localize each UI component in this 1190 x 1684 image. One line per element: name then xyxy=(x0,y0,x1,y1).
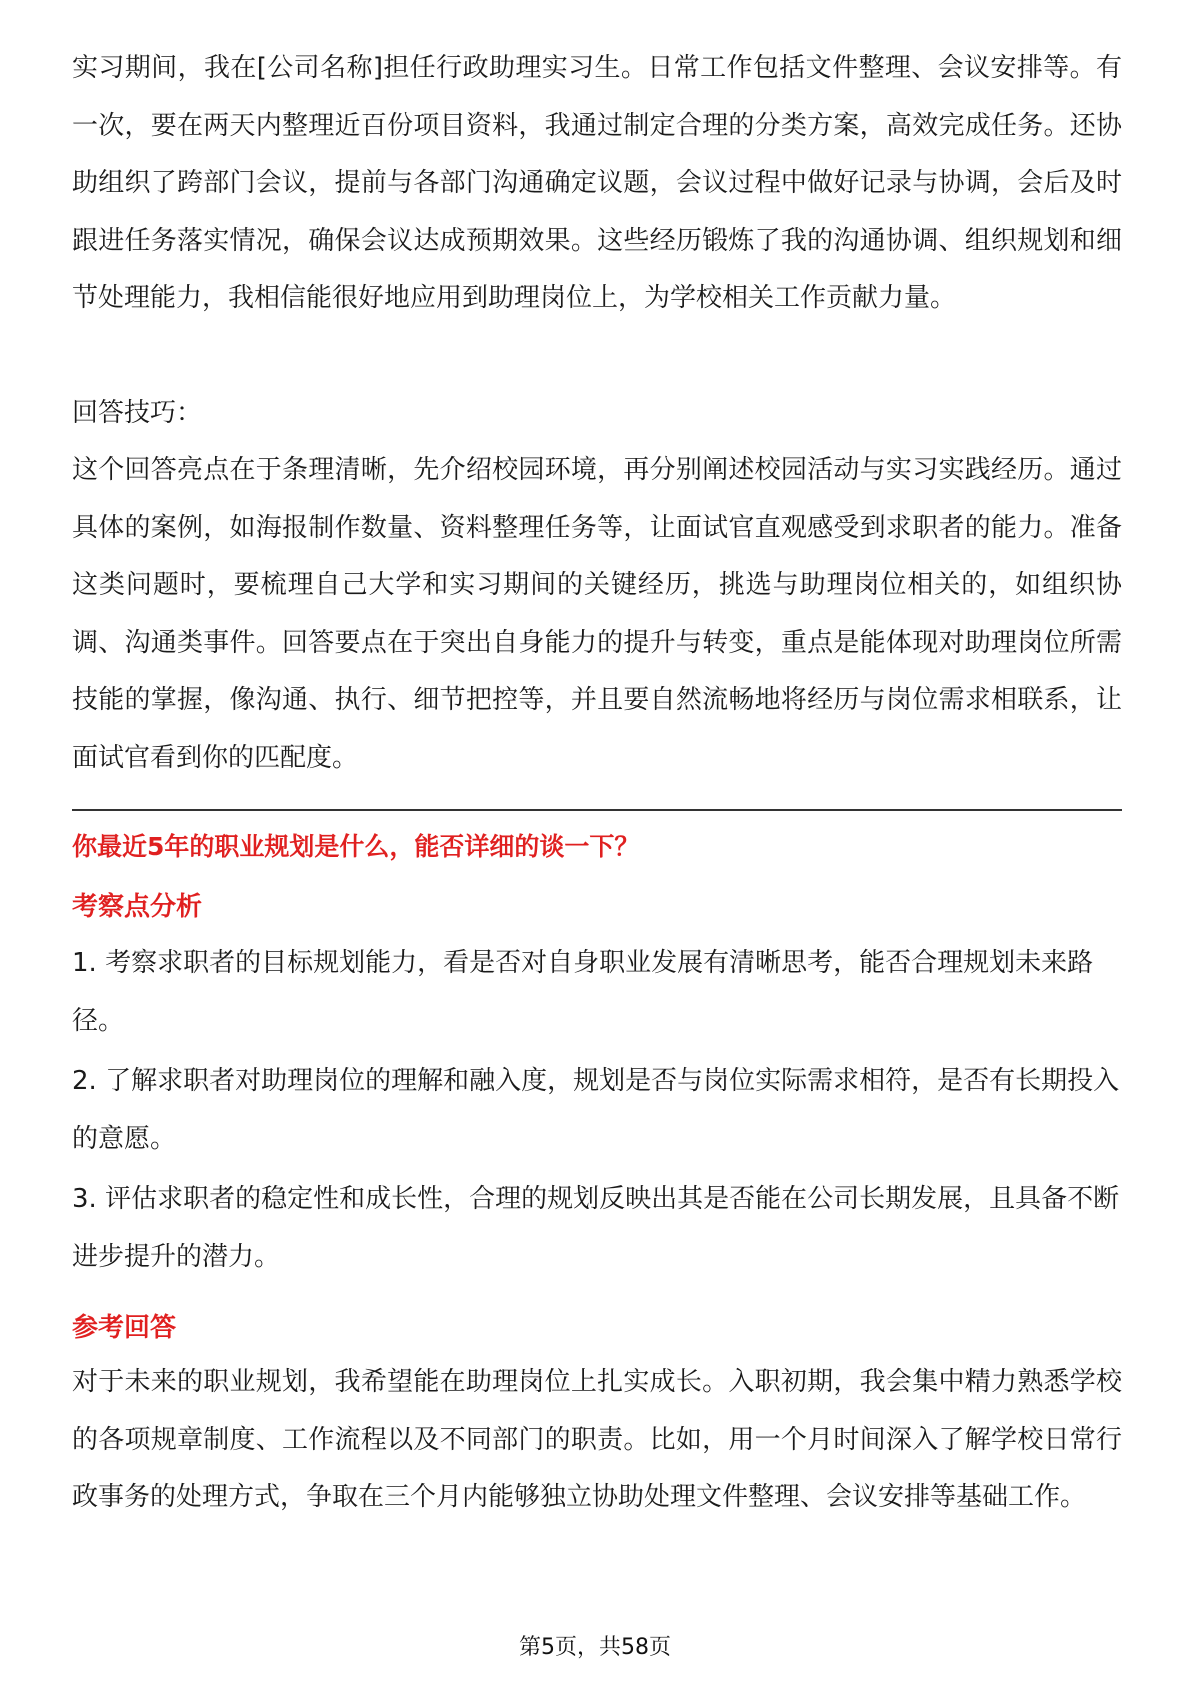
document-page xyxy=(72,40,1122,1527)
analysis-item: 2. 了解求职者对助理岗位的理解和融入度，规划是否与岗位实际需求相符，是否有长期投入的意愿。 xyxy=(72,1066,1120,1154)
section-divider xyxy=(72,809,1122,811)
analysis-heading: 考察点分析 xyxy=(72,892,203,922)
analysis-item: 1. 考察求职者的目标规划能力，看是否对自身职业发展有清晰思考，能否合理规划未来路径。 xyxy=(72,948,1094,1036)
page-number: 第5页，共58页 xyxy=(519,1635,671,1660)
analysis-item: 3. 评估求职者的稳定性和成长性，合理的规划反映出其是否能在公司长期发展，且具备不断进步提升的潜力。 xyxy=(72,1184,1120,1272)
intro-paragraph: 实习期间，我在[公司名称]担任行政助理实习生。日常工作包括文件整理、会议安排等。有一次，要在两天内整理近百份项目资料，我通过制定合理的分类方案，高效完成任务。还协助组织了跨部门会议，提前与各部门沟通确定议题，会议过程中做好记录与协调，会后及时跟进任务落实情况，确保会议达成预期效果。这些经历锻炼了我的沟通协调、组织规划和细节处理能力，我相信能很好地应用到助理岗位上，为学校相关工作贡献力量。 xyxy=(72,53,1122,313)
question-title: 你最近5年的职业规划是什么，能否详细的谈一下？ xyxy=(72,832,640,861)
tips-label: 回答技巧： xyxy=(72,397,203,428)
analysis-list xyxy=(72,935,1122,1286)
reference-heading: 参考回答 xyxy=(72,1313,177,1343)
reference-paragraph: 对于未来的职业规划，我希望能在助理岗位上扎实成长。入职初期，我会集中精力熟悉学校的各项规章制度、工作流程以及不同部门的职责。比如，用一个月时间深入了解学校日常行政事务的处理方式，争取在三个月内能够独立协助处理文件整理、会议安排等基础工作。 xyxy=(72,1367,1122,1512)
tips-paragraph: 这个回答亮点在于条理清晰，先介绍校园环境，再分别阐述校园活动与实习实践经历。通过具体的案例，如海报制作数量、资料整理任务等，让面试官直观感受到求职者的能力。准备这类问题时，要梳理自己大学和实习期间的关键经历，挑选与助理岗位相关的，如组织协调、沟通类事件。回答要点在于突出自身能力的提升与转变，重点是能体现对助理岗位所需技能的掌握，像沟通、执行、细节把控等，并且要自然流畅地将经历与岗位需求相联系，让面试官看到你的匹配度。 xyxy=(72,455,1122,773)
